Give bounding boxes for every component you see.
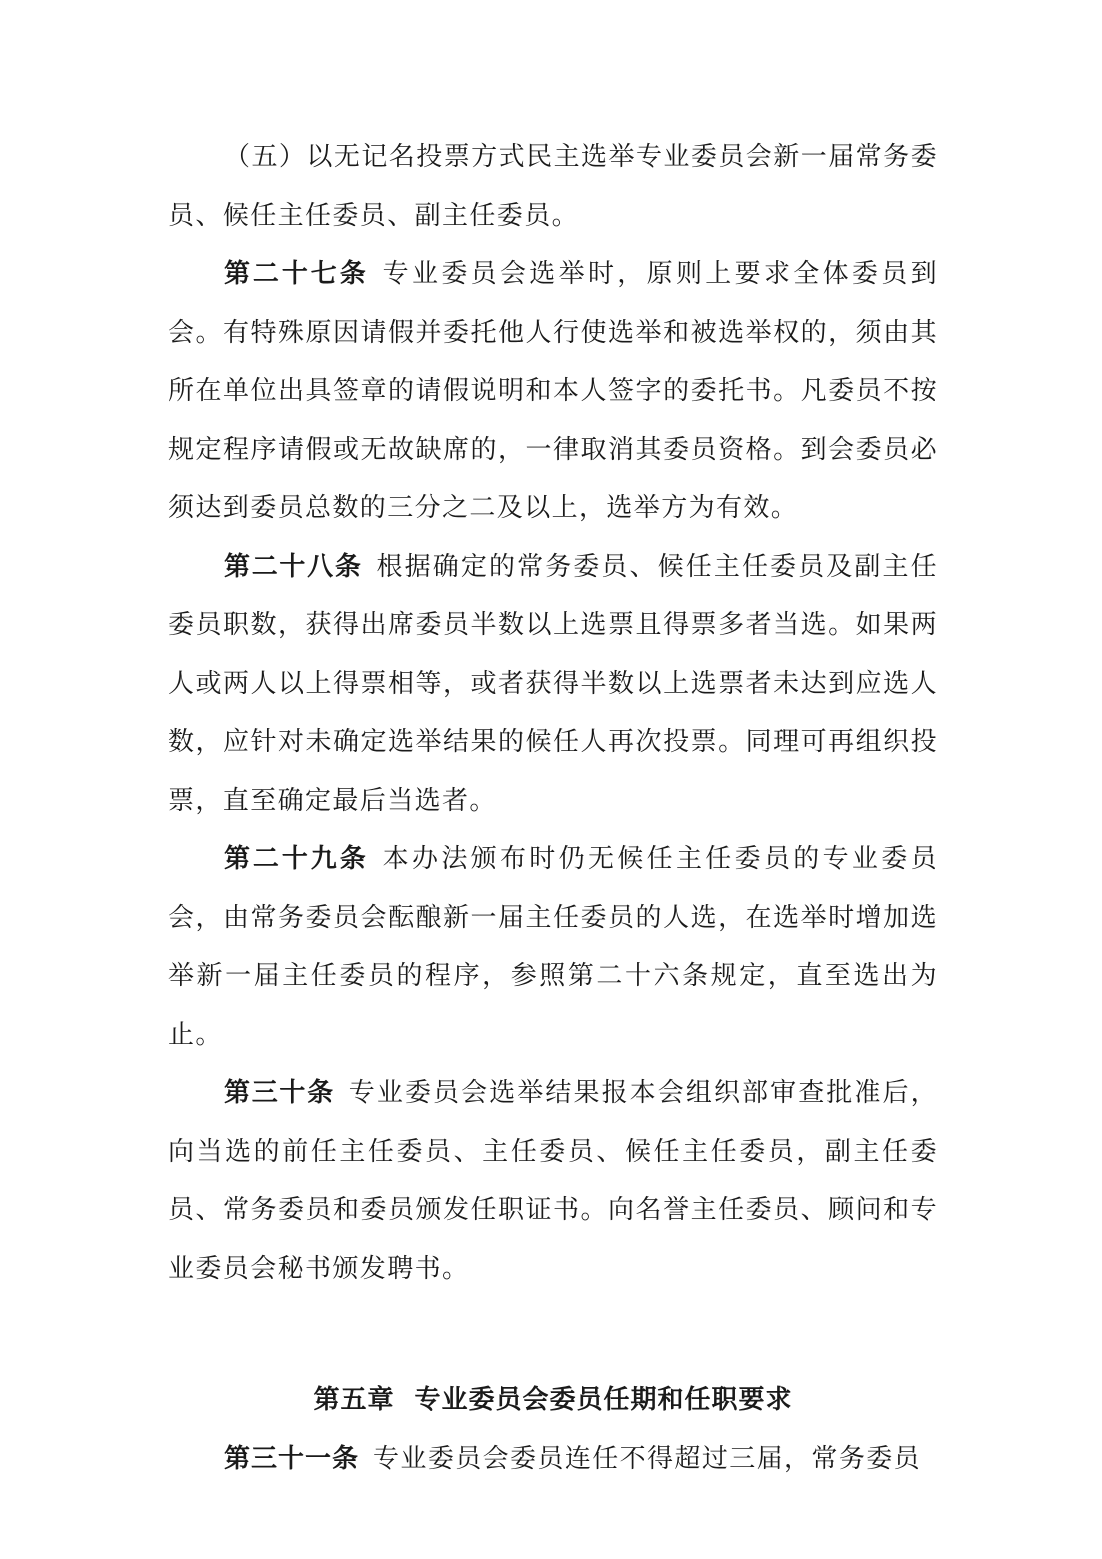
article-text: 根据确定的常务委员、候任主任委员及副主任委员职数，获得出席委员半数以上选票且得票多者当选。如果两人或两人以上得票相等，或者获得半数以上选票者未达到应选人数，应针对未确定选举结果的候任人再次投票。同理可再组织投票，直至确定最后当选者。: [168, 551, 938, 816]
article-text: 本办法颁布时仍无候任主任委员的专业委员会，由常务委员会酝酿新一届主任委员的人选，在选举时增加选举新一届主任委员的程序，参照第二十六条规定，直至选出为止。: [168, 844, 938, 1050]
article-text: 专业委员会选举结果报本会组织部审查批准后，向当选的前任主任委员、主任委员、候任主任委员，副主任委员、常务委员和委员颁发任职证书。向名誉主任委员、顾问和专业委员会秘书颁发聘书。: [168, 1078, 938, 1284]
article-text: 专业委员会选举时，原则上要求全体委员到会。有特殊原因请假并委托他人行使选举和被选举权的，须由其所在单位出具签章的请假说明和本人签字的委托书。凡委员不按规定程序请假或无故缺席的，一律取消其委员资格。到会委员必须达到委员总数的三分之二及以上，选举方为有效。: [168, 259, 938, 523]
chapter-title: 第五章 专业委员会委员任期和任职要求: [313, 1385, 793, 1415]
article-text: 专业委员会委员连任不得超过三届，常务委员: [373, 1443, 922, 1474]
article-heading: 第三十一条: [224, 1443, 360, 1474]
document-page: [168, 128, 938, 1488]
paragraph-item-5: [168, 128, 938, 245]
article-28: [168, 538, 938, 831]
article-29: [168, 830, 938, 1064]
article-27: [168, 245, 938, 538]
article-heading: 第二十七条: [224, 259, 369, 289]
article-heading: 第二十八条: [224, 551, 363, 582]
article-heading: 第三十条: [224, 1078, 335, 1108]
article-31: [168, 1430, 938, 1489]
article-30: [168, 1064, 938, 1298]
article-heading: 第二十九条: [224, 844, 369, 874]
paragraph-text: （五）以无记名投票方式民主选举专业委员会新一届常务委员、候任主任委员、副主任委员。: [168, 142, 938, 231]
